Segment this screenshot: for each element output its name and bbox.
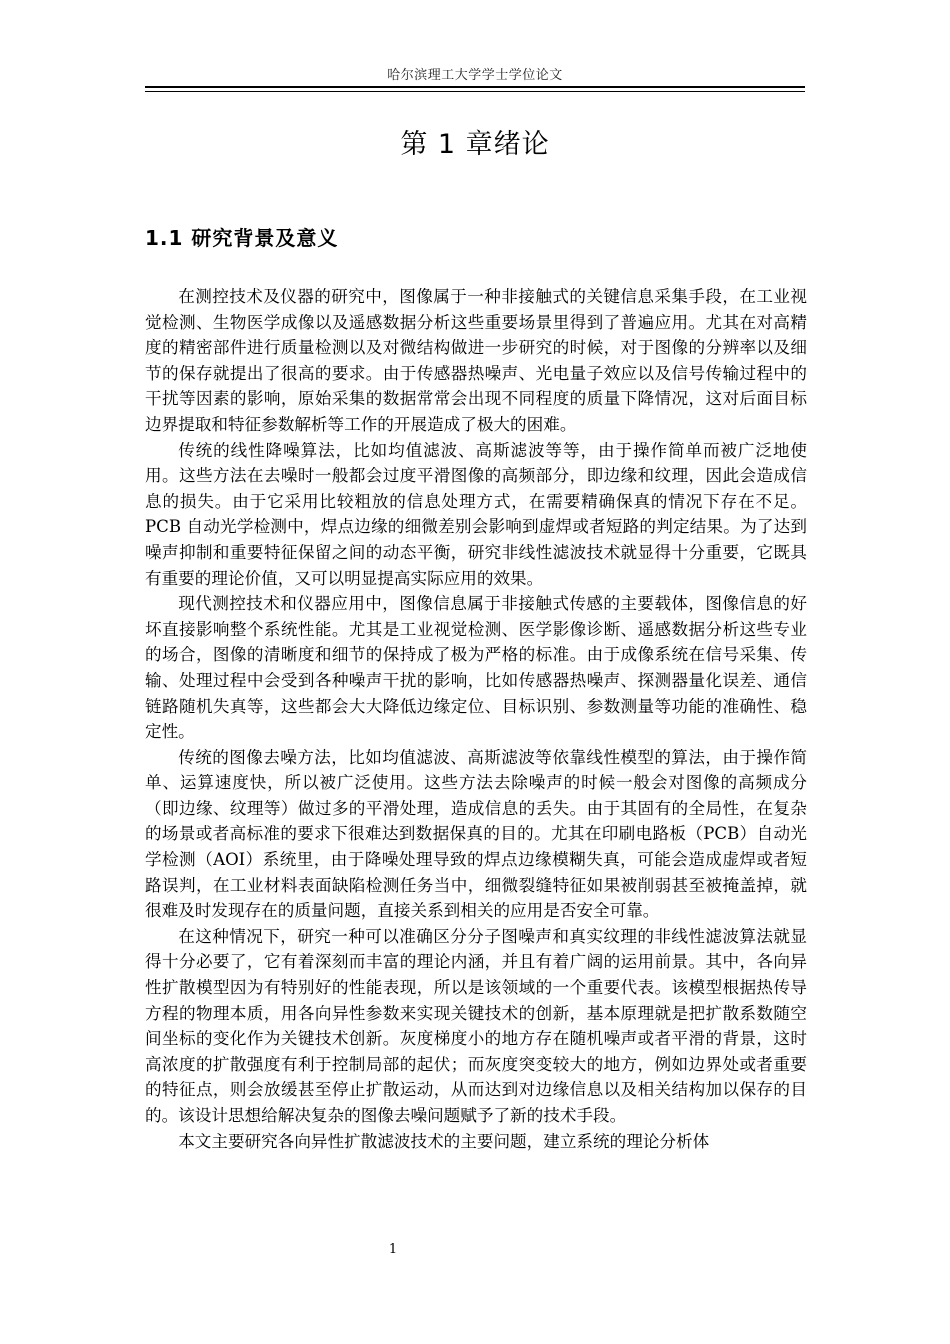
paragraph: 传统的图像去噪方法，比如均值滤波、高斯滤波等依靠线性模型的算法，由于操作简单、运算速度快，所以被广泛使用。这些方法去除噪声的时候一般会对图像的高频成分（即边缘、纹理等）做过多的平滑处理，造成信息的丢失。由于其固有的全局性，在复杂的场景或者高标准的要求下很难达到数据保真的目的。尤其在印刷电路板（PCB）自动光学检测（AOI）系统里，由于降噪处理导致的焊点边缘模糊失真，可能会造成虚焊或者短路误判，在工业材料表面缺陷检测任务当中，细微裂缝特征如果被削弱甚至被掩盖掉，就很难及时发现存在的质量问题，直接关系到相关的应用是否安全可靠。: [145, 747, 807, 921]
paragraph: 在这种情况下，研究一种可以准确区分分子图噪声和真实纹理的非线性滤波算法就显得十分必要了，它有着深刻而丰富的理论内涵，并且有着广阔的运用前景。其中，各向异性扩散模型因为有特别好的性能表现，所以是该领域的一个重要代表。该模型根据热传导方程的物理本质，用各向异性参数来实现关键技术的创新，基本原理就是把扩散系数随空间坐标的变化作为关键技术创新。灰度梯度小的地方存在随机噪声或者平滑的背景，这时高浓度的扩散强度有利于控制局部的起伏；而灰度突变较大的地方，例如边界处或者重要的特征点，则会放缓甚至停止扩散运动，从而达到对边缘信息以及相关结构加以保存的目的。该设计思想给解决复杂的图像去噪问题赋予了新的技术手段。: [145, 926, 807, 1125]
header-rule-thick: [145, 86, 805, 88]
section-title: 1.1 研究背景及意义: [145, 226, 339, 250]
chapter-title: 第 1 章绪论: [400, 129, 550, 160]
header-rule-thin: [145, 91, 805, 92]
paragraph: 现代测控技术和仪器应用中，图像信息属于非接触式传感的主要载体，图像信息的好坏直接影响整个系统性能。尤其是工业视觉检测、医学影像诊断、遥感数据分析这些专业的场合，图像的清晰度和细节的保持成了极为严格的标准。由于成像系统在信号采集、传输、处理过程中会受到各种噪声干扰的影响，比如传感器热噪声、探测器量化误差、通信链路随机失真等，这些都会大大降低边缘定位、目标识别、参数测量等功能的准确性、稳定性。: [145, 594, 807, 742]
body-text: [145, 284, 807, 1154]
page-number: 1: [388, 1242, 398, 1257]
paragraph: 本文主要研究各向异性扩散滤波技术的主要问题，建立系统的理论分析体: [178, 1131, 710, 1151]
running-header: 哈尔滨理工大学学士学位论文: [387, 68, 563, 83]
paragraph: 传统的线性降噪算法，比如均值滤波、高斯滤波等等，由于操作简单而被广泛地使用。这些方法在去噪时一般都会过度平滑图像的高频部分，即边缘和纹理，因此会造成信息的损失。由于它采用比较粗放的信息处理方式，在需要精确保真的情况下存在不足。PCB 自动光学检测中，焊点边缘的细微差别会影响到虚焊或者短路的判定结果。为了达到噪声抑制和重要特征保留之间的动态平衡，研究非线性滤波技术就显得十分重要，它既具有重要的理论价值，又可以明显提高实际应用的效果。: [145, 440, 807, 588]
paragraph: 在测控技术及仪器的研究中，图像属于一种非接触式的关键信息采集手段，在工业视觉检测、生物医学成像以及遥感数据分析这些重要场景里得到了普遍应用。尤其在对高精度的精密部件进行质量检测以及对微结构做进一步研究的时候，对于图像的分辨率以及细节的保存就提出了很高的要求。由于传感器热噪声、光电量子效应以及信号传输过程中的干扰等因素的影响，原始采集的数据常常会出现不同程度的质量下降情况，这对后面目标边界提取和特征参数解析等工作的开展造成了极大的困难。: [145, 287, 807, 434]
